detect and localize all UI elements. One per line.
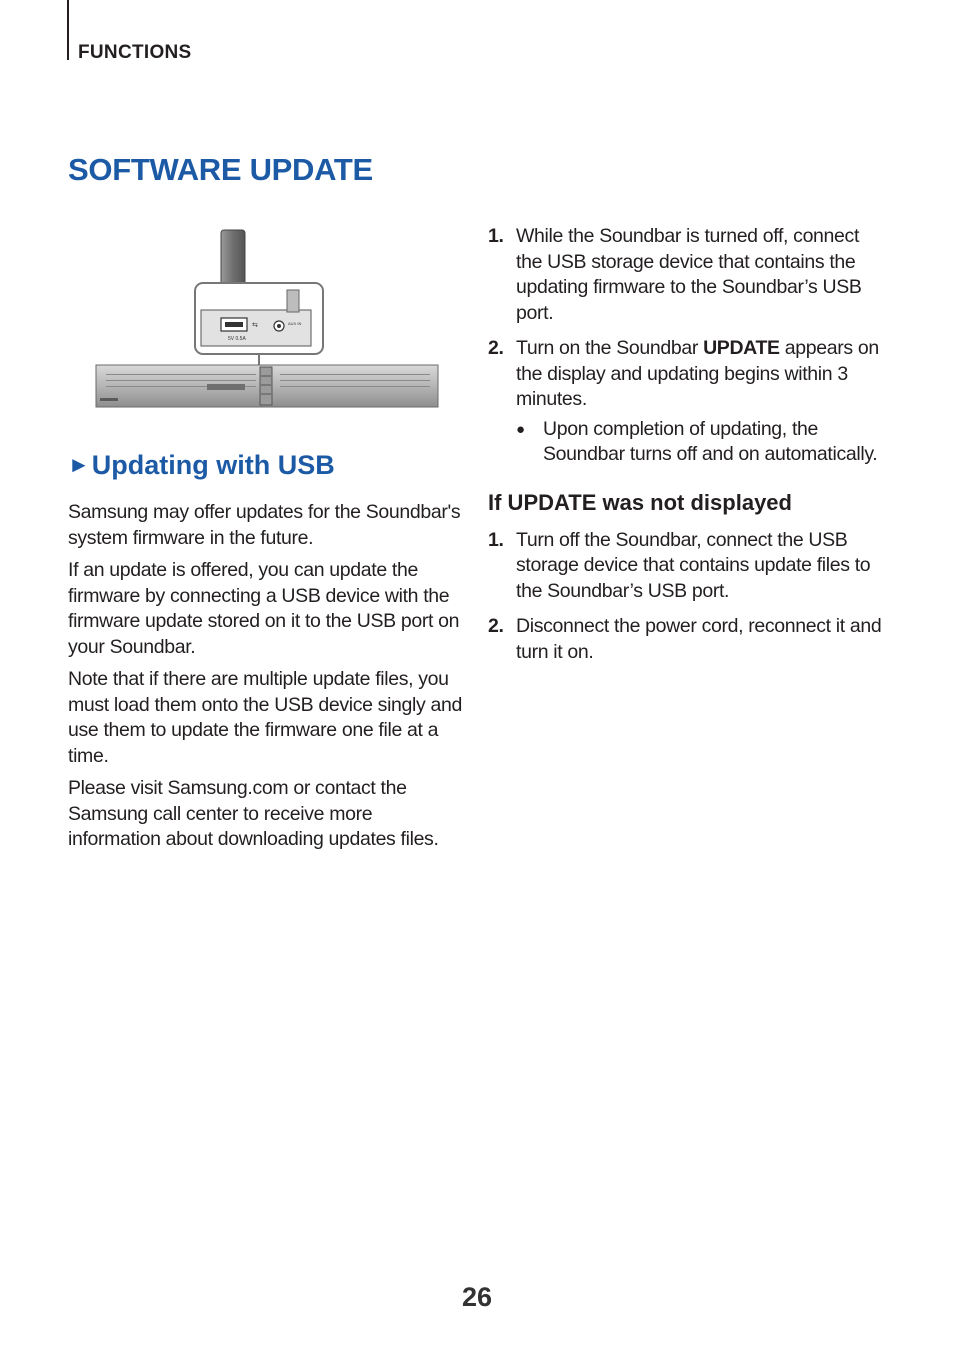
soundbar-usb-illustration bbox=[94, 226, 440, 412]
step-text: While the Soundbar is turned off, connect the USB storage device that contains the updating firmware to the Soundbar’s USB port. bbox=[516, 225, 862, 324]
intro-paragraph-1: Samsung may offer updates for the Soundbar's system firmware in the future. bbox=[68, 501, 461, 549]
steps-column bbox=[488, 224, 888, 675]
svg-text:⇆: ⇆ bbox=[252, 322, 258, 329]
step-text-before: Turn on the Soundbar bbox=[516, 337, 704, 359]
update-step-1 bbox=[488, 224, 888, 326]
intro-paragraph-4: Please visit Samsung.com or contact the Samsung call center to receive more information about downloading updates files. bbox=[68, 777, 439, 850]
step-text-after: appears on the display and updating begins within 3 minutes. bbox=[516, 337, 879, 410]
update-keyword: UPDATE bbox=[703, 337, 780, 359]
intro-paragraph-2: If an update is offered, you can update the firmware by connecting a USB device with the firmware update stored on it to the USB port on your Soundbar. bbox=[68, 559, 460, 658]
page-number: 26 bbox=[461, 1282, 493, 1312]
step-2-bullet bbox=[516, 417, 888, 468]
step-number: 2. bbox=[488, 615, 504, 637]
bullet-text: Upon completion of updating, the Soundbar turns off and on automatically. bbox=[543, 417, 878, 465]
aux-port-label: AUX IN bbox=[288, 321, 302, 326]
step-number: 2. bbox=[488, 337, 504, 359]
subheading-updating-with-usb bbox=[68, 450, 335, 481]
bullet-dot-icon: ● bbox=[516, 420, 525, 438]
section-label: FUNCTIONS bbox=[78, 42, 192, 63]
intro-paragraph-3: Note that if there are multiple update files, you must load them onto the USB device singly and use them to update the firmware one file at a time. bbox=[68, 668, 462, 767]
step-text: Turn off the Soundbar, connect the USB storage device that contains update files to the Soundbar’s USB port. bbox=[516, 528, 871, 602]
step-number: 1. bbox=[488, 528, 504, 551]
update-steps-list bbox=[488, 224, 888, 468]
update-step-2 bbox=[488, 336, 888, 468]
header-rule bbox=[67, 0, 69, 60]
fallback-step-1 bbox=[488, 528, 888, 605]
step-number: 1. bbox=[488, 225, 504, 247]
fallback-steps-list bbox=[488, 528, 888, 666]
usb-port-label: 5V 0.5A bbox=[228, 336, 246, 342]
subsection-title: If UPDATE was not displayed bbox=[488, 489, 792, 515]
play-arrow-icon: ► bbox=[68, 452, 90, 477]
fallback-step-2 bbox=[488, 614, 888, 665]
intro-column bbox=[68, 500, 464, 860]
step-text: Disconnect the power cord, reconnect it and turn it on. bbox=[516, 615, 882, 663]
subheading-text: Updating with USB bbox=[91, 450, 335, 480]
page-title: SOFTWARE UPDATE bbox=[68, 152, 373, 187]
